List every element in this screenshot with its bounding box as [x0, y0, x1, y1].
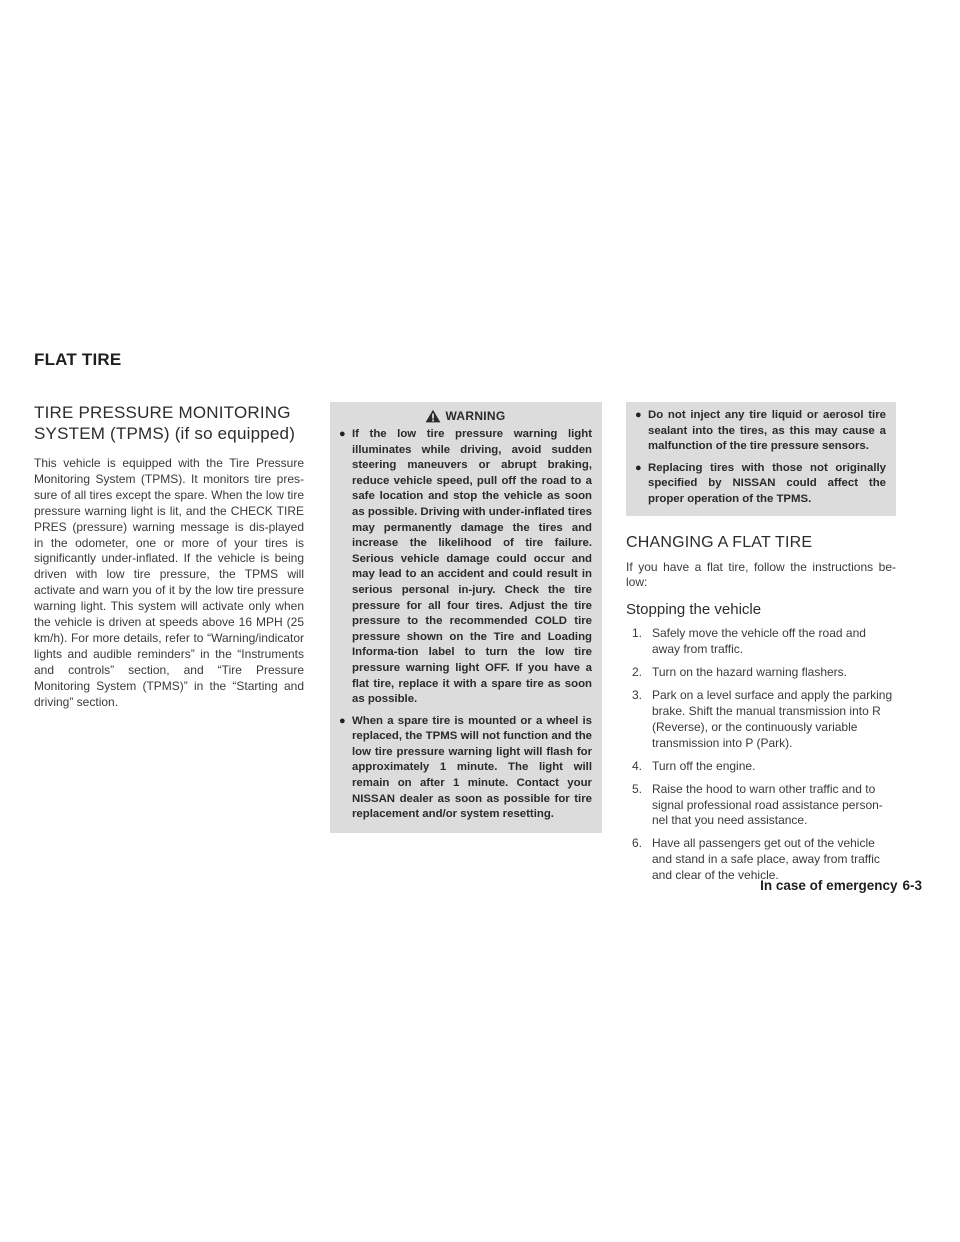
changing-heading: CHANGING A FLAT TIRE: [626, 533, 813, 551]
bullet-icon: ●: [635, 409, 642, 421]
tpms-heading: TIRE PRESSURE MONITORING SYSTEM (TPMS) (if so equipped): [34, 403, 296, 443]
bullet-icon: ●: [635, 461, 642, 474]
warning-box: [330, 402, 602, 833]
steps-list: [626, 626, 896, 884]
list-item: [632, 759, 896, 775]
warning-text: When a spare tire is mounted or a wheel is replaced, the TPMS will not function and the low tire pressure warning light will flash for approximately 1 minute. The light will remain on after 1 minute. Contact your NISSAN dealer as soon as possible for tire replacement and/or system resetting.: [352, 714, 592, 821]
step-text: Raise the hood to warn other traffic and to signal professional road assistance person-nel that you need assistance.: [652, 781, 883, 828]
warning-box-continued: [626, 402, 896, 516]
page-number: 6-3: [902, 878, 922, 893]
warning-item: [635, 408, 886, 455]
step-number: 3.: [632, 688, 643, 703]
warning-triangle-icon: [425, 409, 441, 423]
list-item: [632, 782, 896, 830]
step-number: 2.: [632, 665, 643, 680]
footer-section-title: In case of emergency: [760, 878, 898, 893]
step-text: Have all passengers get out of the vehicle and stand in a safe place, away from traffic and clear of the vehicle.: [652, 836, 880, 883]
warning-item: [339, 427, 592, 708]
section-title: FLAT TIRE: [34, 350, 122, 369]
step-text: Turn off the engine.: [652, 758, 756, 773]
step-number: 5.: [632, 781, 643, 796]
step-number: 1.: [632, 626, 643, 641]
warning-column: [330, 402, 602, 833]
list-item: [632, 836, 896, 884]
list-item: [632, 626, 896, 658]
stopping-subheading: Stopping the vehicle: [626, 601, 762, 619]
warning-label: WARNING: [445, 409, 506, 423]
bullet-icon: ●: [339, 428, 346, 440]
warning-text: Do not inject any tire liquid or aerosol tire sealant into the tires, as this may cause a malfunction of the tire pressure sensors.: [648, 409, 886, 453]
step-number: 4.: [632, 758, 643, 773]
warning-text: Replacing tires with those not originally specified by NISSAN could affect the proper operation of the TPMS.: [648, 461, 886, 505]
step-text: Safely move the vehicle off the road and away from traffic.: [652, 626, 866, 657]
list-item: [632, 665, 896, 681]
bullet-icon: ●: [339, 714, 346, 727]
step-number: 6.: [632, 836, 643, 851]
warning-text: If the low tire pressure warning light illuminates while driving, avoid sudden steering maneuvers or abrupt braking, reduce vehicle speed, pull off the road to a safe location and stop the vehicle as soon as possible. Driving with under-inflated tires may permanently damage the tires and increase the likelihood of tire failure. Serious vehicle damage could occur and may lead to an accident and could result in serious personal in-jury. Check the tire pressure for all four tires. Adjust the tire pressure to the recommended COLD tire pressure shown on the Tire and Loading Informa-tion label to turn the low tire pressure warning light OFF. If you have a flat tire, replace it with a spare tire as soon as possible.: [352, 428, 592, 706]
page-footer: [760, 878, 922, 893]
changing-column: [626, 402, 896, 891]
step-text: Park on a level surface and apply the parking brake. Shift the manual transmission into R (Reverse), or the continuously variable transmission into P (Park).: [652, 688, 893, 750]
tpms-column: [34, 402, 304, 711]
changing-intro: If you have a flat tire, follow the instructions be-low:: [626, 559, 896, 590]
warning-item: [635, 461, 886, 508]
warning-item: [339, 714, 592, 823]
step-text: Turn on the hazard warning flashers.: [652, 665, 847, 680]
warning-header: [339, 409, 592, 423]
tpms-body: This vehicle is equipped with the Tire Pressure Monitoring System (TPMS). It monitors tire pres-sure of all tires except the spare. When the low tire pressure warning light is lit, and the CHECK TIRE PRES (pressure) warning message is dis-played in the odometer, one or more of your tires is significantly under-inflated. If the vehicle is being driven with low tire pressure, the TPMS will activate and warn you of it by the low tire pressure warning light. This system will activate only when the vehicle is driven at speeds above 16 MPH (25 km/h). For more details, refer to “Warning/indicator lights and audible reminders” in the “Instruments and controls” section, and “Tire Pressure Monitoring System (TPMS)” in the “Starting and driving” section.: [34, 456, 304, 709]
list-item: [632, 688, 896, 752]
